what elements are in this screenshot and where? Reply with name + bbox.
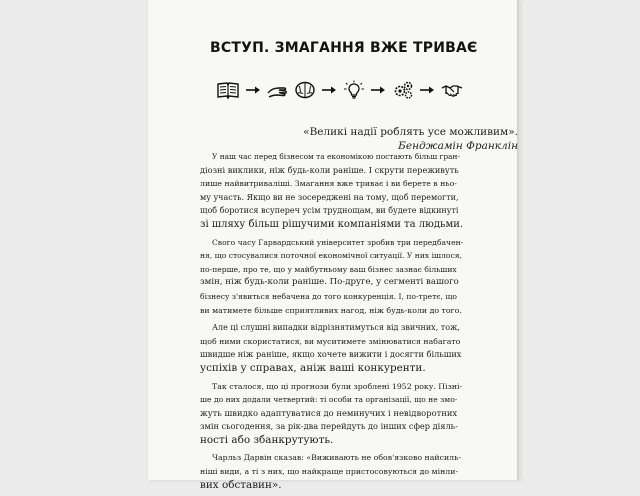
text-line: ності або збанкрутують. <box>200 433 334 446</box>
text-line: жуть швидко адаптуватися до неминучих і невідворотних <box>200 407 458 418</box>
arrow-right-icon <box>419 85 435 95</box>
epigraph-author: Бенджамін Франклін <box>398 139 518 152</box>
handshake-icon <box>441 80 463 100</box>
text-line: щоб боротися всупереч усім труднощам, ви будете відкинуті <box>200 206 459 216</box>
epigraph <box>303 126 518 153</box>
epigraph-quote: «Великі надії роблять усе можливим». <box>303 126 518 138</box>
arrow-right-icon <box>321 85 337 95</box>
paragraph <box>200 451 462 492</box>
text-line: діозні виклики, ніж будь-коли раніше. І скрути переживуть <box>200 164 459 175</box>
text-line: У наш час перед бізнесом та економікою постають більш гран- <box>212 152 460 161</box>
text-line: щоб ними скористатися, ви муситимете змінюватися набагато <box>200 336 461 346</box>
page-edge <box>517 0 520 480</box>
book-icon <box>217 80 239 100</box>
gears-icon <box>392 80 414 100</box>
text-line: Так сталося, що ці прогнози були зроблені 1952 року. Пізні- <box>212 381 463 391</box>
chapter-title: ВСТУП. ЗМАГАННЯ ВЖЕ ТРИВАЄ <box>210 40 478 56</box>
text-line: по-перше, про те, що у майбутньому ваш бізнес зазнає більших <box>200 264 457 274</box>
title-icon-strip <box>217 79 463 101</box>
body-text <box>200 150 462 496</box>
hand-icon <box>266 80 288 100</box>
paragraph <box>200 380 462 448</box>
text-line: змін, ніж будь-коли раніше. По-друге, у сегменті вашого <box>200 277 459 288</box>
text-line: вих обставин». <box>200 478 282 491</box>
text-line: ня, що стосувалися поточної економічної ситуації. У них ішлося, <box>200 251 462 261</box>
text-line: швидше ніж раніше, якщо хочете вижити і досягти більших <box>200 349 462 360</box>
paragraph <box>200 236 462 318</box>
text-line: лише найвитриваліші. Змагання вже триває і ви берете в ньо- <box>200 179 457 189</box>
text-line: ніші види, а ті з них, що найкраще пристосовуються до мінли- <box>200 467 459 477</box>
text-line: ше до них додали четвертий: ті особи та організації, що не змо- <box>200 395 458 405</box>
text-line: Чарльз Дарвін сказав: «Виживають не обов'язково найсиль- <box>212 453 461 463</box>
paragraph <box>200 150 462 232</box>
text-line: му участь. Якщо ви не зосереджені на тому, щоб перемогти, <box>200 192 459 202</box>
text-line: Свого часу Гарвардський університет зробив три передбачен- <box>212 237 464 247</box>
brain-icon <box>294 80 316 100</box>
lightbulb-icon <box>343 80 365 100</box>
text-line: ви матимете більше сприятливих нагод, ніж будь-коли до того. <box>200 305 462 315</box>
text-line: бізнесу з'явиться небачена до того конкуренція. І, по-третє, що <box>200 291 457 301</box>
paragraph <box>200 321 462 375</box>
arrow-right-icon <box>245 85 261 95</box>
arrow-right-icon <box>370 85 386 95</box>
text-line: зі шляху більш рішучими компаніями та людьми. <box>200 218 464 230</box>
text-line: Але ці слушні випадки відрізнятимуться від звичних, тож, <box>212 323 460 333</box>
text-line: успіхів у справах, аніж ваші конкуренти. <box>200 361 426 374</box>
text-line: змін сьогодення, за рік-два перейдуть до інших сфер діяль- <box>200 421 458 432</box>
